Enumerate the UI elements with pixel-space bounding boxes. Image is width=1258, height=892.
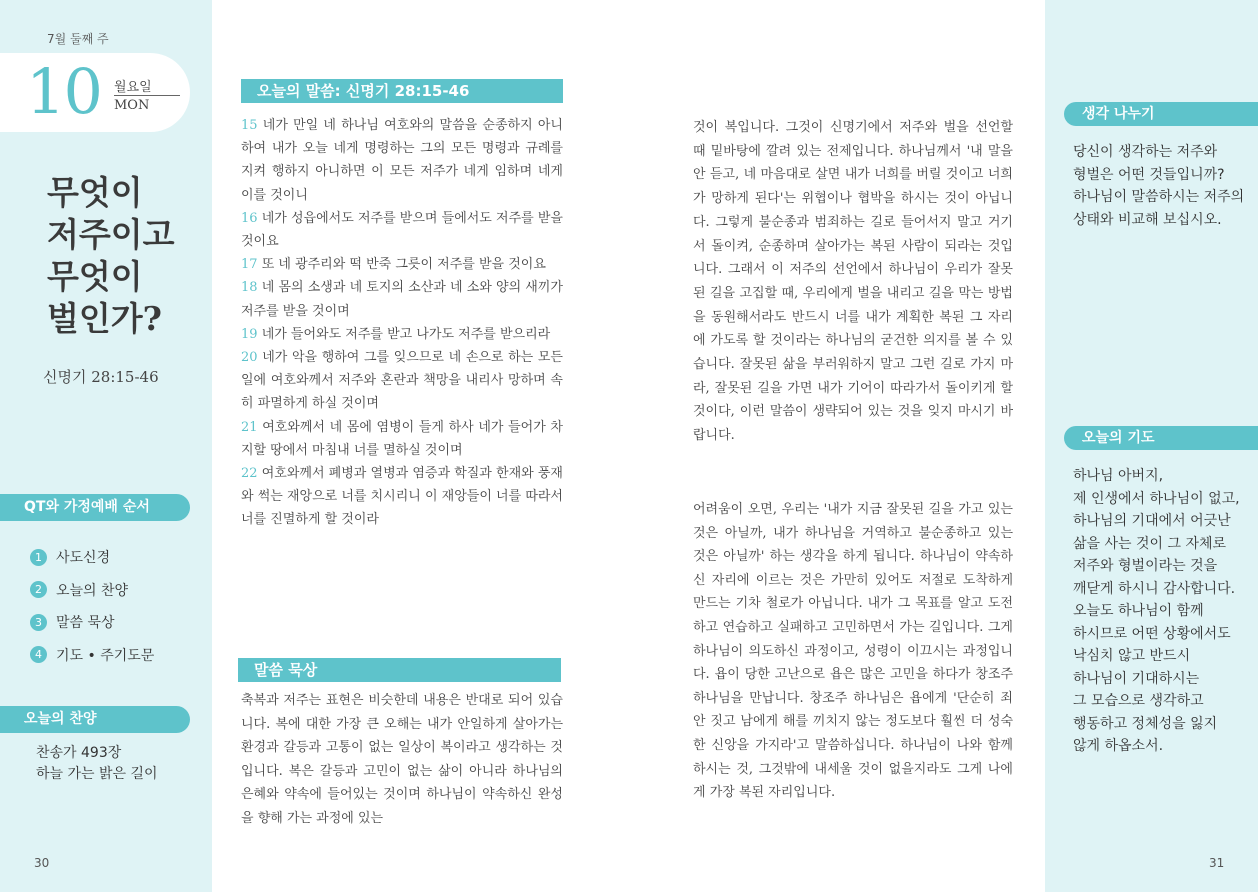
- weekday-divider: [114, 95, 180, 96]
- verse-text: 여호와께서 네 몸에 염병이 들게 하사 네가 들어가 차지할 땅에서 마침내 너를 멸하실 것이며: [241, 419, 563, 458]
- verse: [241, 327, 550, 342]
- step-number-badge: 1: [30, 549, 47, 566]
- verse-number: 16: [241, 210, 258, 226]
- prayer-line: 하나님이 기대하시는: [1073, 670, 1200, 687]
- share-text: [1073, 141, 1244, 231]
- verse-text: 네가 들어와도 저주를 받고 나가도 저주를 받으리라: [261, 326, 551, 342]
- prayer-line: 그 모습으로 생각하고: [1073, 693, 1204, 709]
- share-line: 당신이 생각하는 저주와: [1073, 144, 1218, 160]
- title-line: 무엇이: [47, 257, 143, 296]
- step-label: 말씀 묵상: [56, 615, 115, 632]
- meditation-paragraph-3: 어려움이 오면, 우리는 '내가 지금 잘못된 길을 가고 있는 것은 아닐까, 내가 하나님을 거역하고 불순종하고 있는 것은 아닐까' 하는 생각을 하게 됩니다. 하나님이 약속하신 자리에 이르는 것은 가만히 있어도 저절로 도착하게 만드는 기차 철로가 아닙니다. 내가 그 목표를 알고 도전하고 연습하고 실패하고 고민하면서 가는 길입니다. 그게 하나님이 의도하신 과정이고, 성령이 이끄시는 과정입니다. 욥이 당한 고난으로 욥은 많은 고민을 하다가 창조주 하나님을 만납니다. 창조주 하나님은 욥에게 '단순히 죄 안 짓고 남에게 해를 끼치지 않는 정도보다 훨씬 더 성숙한 신앙을 가지라'고 말씀하십니다. 하나님이 나와 함께 하시는 것, 그것밖에 내세울 것이 없을지라도 그게 나에게 가장 복된 자리입니다.: [693, 502, 1013, 801]
- verse: [241, 257, 546, 272]
- prayer-line: 않게 하옵소서.: [1073, 738, 1164, 754]
- hymn-text: [36, 743, 158, 785]
- prayer-line: 낙심치 않고 반드시: [1073, 648, 1191, 664]
- step-number-badge: 3: [30, 614, 47, 631]
- hymn-line: 찬송가 493장: [36, 745, 122, 761]
- page-number-right: 31: [1209, 856, 1225, 870]
- verse-number: 15: [241, 118, 258, 133]
- verse-number: 21: [241, 419, 258, 435]
- share-line: 형벌은 어떤 것들입니까?: [1073, 166, 1225, 183]
- order-heading: QT와 가정예배 순서: [0, 494, 190, 521]
- step-number-badge: 2: [30, 581, 47, 598]
- verse: [241, 420, 563, 458]
- step-label: 사도신경: [56, 550, 111, 567]
- step-label: 기도 • 주기도문: [56, 647, 155, 664]
- verse-text: 여호와께서 폐병과 열병과 염증과 학질과 한재와 풍재와 썩는 재앙으로 너를 치시리니 이 재앙들이 너를 따라서 너를 진멸하게 할 것이라: [241, 466, 563, 528]
- meditation-heading: 말씀 묵상: [238, 658, 561, 682]
- hymn-heading: 오늘의 찬양: [0, 706, 190, 733]
- prayer-line: 깨닫게 하시니 감사합니다.: [1073, 580, 1236, 597]
- page-number-left: 30: [34, 856, 50, 870]
- verse: [241, 280, 563, 318]
- order-steps-list: [30, 541, 154, 671]
- verse: [241, 466, 563, 527]
- title-line: 무엇이: [47, 173, 143, 212]
- verse-text: 네가 악을 행하여 그를 잊으므로 네 손으로 하는 모든 일에 여호와께서 저주와 혼란과 책망을 내리사 망하며 속히 파멸하게 하실 것이며: [241, 350, 563, 412]
- verse-number: 18: [241, 280, 258, 296]
- weekday-english: MON: [114, 98, 150, 113]
- verse-number: 20: [241, 350, 258, 366]
- verse: [241, 118, 563, 203]
- prayer-line: 저주와 형벌이라는 것을: [1073, 558, 1218, 574]
- scripture-reference: 신명기 28:15-46: [43, 368, 159, 386]
- verse-number: 17: [241, 257, 258, 273]
- day-number: 10: [26, 55, 101, 128]
- page-title: [47, 172, 175, 340]
- step-number-badge: 4: [30, 646, 47, 663]
- prayer-line: 하시므로 어떤 상황에서도: [1073, 625, 1231, 642]
- meditation-paragraph-2: 것이 복입니다. 그것이 신명기에서 저주와 벌을 선언할 때 밑바탕에 깔려 있는 전제입니다. 하나님께서 '내 말을 안 듣고, 네 마음대로 살면 내가 너희를 버릴 것이고 너희가 망하게 된다'는 위협이나 협박을 하시는 것이 아닙니다. 그렇게 불순종과 범죄하는 길로 들어서지 말고 거기서 돌이켜, 순종하며 살아가는 복된 사람이 되라는 것입니다. 그래서 이 저주의 선언에서 하나님이 우리가 잘못된 길을 고집할 때, 우리에게 벌을 내리고 길을 막는 방법을 동원해서라도 반드시 너를 내가 계획한 복된 그 자리에 가도록 할 것이라는 하나님의 굳건한 의지를 볼 수 있습니다. 잘못된 삶을 부러워하지 말고 그런 길로 가지 마라, 잘못된 길을 가면 내가 기어이 따라가서 돌이키게 할 것이다, 이런 말씀이 생략되어 있는 것을 잊지 마시기 바랍니다.: [693, 120, 1013, 444]
- order-step: [30, 541, 154, 574]
- title-line: 저주이고: [47, 215, 175, 254]
- verse-text: 네 몸의 소생과 네 토지의 소산과 네 소와 양의 새끼가 저주를 받을 것이며: [241, 280, 563, 319]
- week-label: 7월 둘째 주: [47, 32, 109, 46]
- prayer-line: 오늘도 하나님이 함께: [1073, 603, 1204, 619]
- prayer-line: 행동하고 정체성을 잃지: [1073, 715, 1218, 732]
- verse-text: 또 네 광주리와 떡 반죽 그릇이 저주를 받을 것이요: [261, 257, 546, 273]
- title-line: 벌인가?: [47, 299, 162, 338]
- scripture-verses: [241, 114, 563, 532]
- hymn-line: 하늘 가는 밝은 길이: [36, 766, 158, 782]
- order-step: [30, 606, 154, 639]
- verse-number: 19: [241, 326, 258, 342]
- prayer-text: [1073, 465, 1240, 758]
- prayer-line: 제 인생에서 하나님이 없고,: [1073, 490, 1240, 507]
- order-step: [30, 639, 154, 672]
- verse: [241, 350, 563, 411]
- share-heading: 생각 나누기: [1064, 102, 1258, 126]
- verse-text: 네가 성읍에서도 저주를 받으며 들에서도 저주를 받을 것이요: [241, 210, 563, 250]
- order-step: [30, 574, 154, 607]
- prayer-heading: 오늘의 기도: [1064, 426, 1258, 450]
- meditation-paragraph-1: 축복과 저주는 표현은 비슷한데 내용은 반대로 되어 있습니다. 복에 대한 가장 큰 오해는 내가 안일하게 살아가는 환경과 갈등과 고통이 없는 일상이 복이라고 생각하는 것입니다. 복은 갈등과 고민이 없는 삶이 아니라 하나님의 은혜와 약속에 들어있는 것이며 하나님이 약속하신 완성을 향해 가는 과정에 있는: [241, 693, 563, 826]
- prayer-line: 하나님의 기대에서 어긋난: [1073, 513, 1231, 529]
- verse-text: 네가 만일 네 하나님 여호와의 말씀을 순종하지 아니하여 내가 오늘 네게 명령하는 그의 모든 명령과 규례를 지켜 행하지 아니하면 이 모든 저주가 네게 임하며 네게 이를 것이니: [241, 118, 563, 203]
- prayer-line: 하나님 아버지,: [1073, 468, 1164, 484]
- verse-number: 22: [241, 466, 258, 482]
- word-heading: 오늘의 말씀: 신명기 28:15-46: [241, 79, 563, 103]
- step-label: 오늘의 찬양: [56, 582, 129, 599]
- share-line: 하나님이 말씀하시는 저주의: [1073, 189, 1245, 205]
- share-line: 상태와 비교해 보십시오.: [1073, 211, 1222, 228]
- weekday-korean: 월요일: [114, 80, 152, 95]
- verse: [241, 211, 563, 249]
- prayer-line: 삶을 사는 것이 그 자체로: [1073, 535, 1227, 552]
